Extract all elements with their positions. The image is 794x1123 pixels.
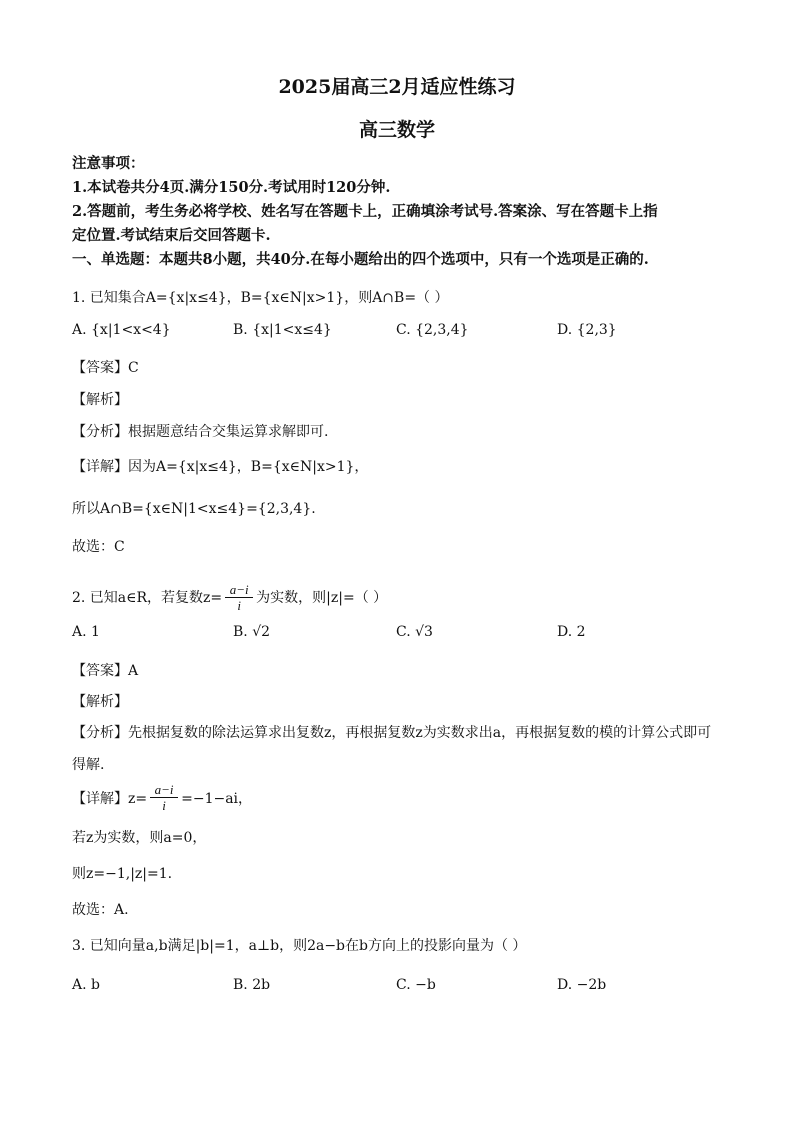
q1-option-d: D. {2,3} [557, 322, 617, 338]
q1-analysis-heading: 【解析】 [72, 392, 128, 408]
q3-option-a: A. b [72, 977, 100, 993]
q2-option-b: B. √2 [233, 624, 271, 640]
q2-option-d: D. 2 [557, 624, 586, 640]
q1-option-a: A. {x|1<x<4} [72, 322, 171, 338]
q2-answer: 【答案】A [72, 663, 139, 679]
q2-fenxi-line-1: 【分析】先根据复数的除法运算求出复数z，再根据复数z为实数求出a，再根据复数的模的计算公式即可 [72, 725, 712, 741]
q1-option-b: B. {x|1<x≤4} [233, 322, 332, 338]
q2-option-a: A. 1 [72, 624, 100, 640]
q3-stem: 3. 已知向量a,b满足|b|=1，a⊥b，则2a−b在b方向上的投影向量为（ ） [72, 938, 527, 954]
q2-detail-numerator: a−i [154, 782, 174, 797]
q2-option-c: C. √3 [396, 624, 433, 640]
q2-fraction-denominator: i [237, 598, 241, 613]
q2-detail-start: 【详解】z= [72, 790, 148, 807]
q2-condition: 若z为实数，则a=0， [72, 830, 207, 846]
q1-fenxi: 【分析】根据题意结合交集运算求解即可. [72, 424, 329, 440]
q1-choice: 故选：C [72, 539, 125, 555]
q2-choice: 故选：A. [72, 902, 129, 918]
q2-detail [72, 782, 252, 813]
q1-option-c: C. {2,3,4} [396, 322, 469, 338]
q2-result: 则z=−1,|z|=1. [72, 866, 173, 882]
q3-option-b: B. 2b [233, 977, 271, 993]
q2-stem-end: 为实数，则|z|=（ ） [256, 589, 388, 606]
q3-option-d: D. −2b [557, 977, 607, 993]
q3-option-c: C. −b [396, 977, 436, 993]
notice-item-1: 1.本试卷共分4页.满分150分.考试用时120分钟. [72, 179, 391, 196]
q2-detail-fraction [150, 782, 178, 813]
q2-fenxi-line-2: 得解. [72, 757, 105, 773]
document-title: 2025届高三2月适应性练习 [278, 76, 516, 98]
q1-stem: 1. 已知集合A={x|x≤4}，B={x∈N|x>1}，则A∩B=（ ） [72, 290, 449, 306]
q2-stem-start: 2. 已知a∈R，若复数z= [72, 589, 223, 606]
section-1-heading: 一、单选题：本题共8小题，共40分.在每小题给出的四个选项中，只有一个选项是正确的. [72, 251, 649, 268]
notice-item-2-line-1: 2.答题前，考生务必将学校、姓名写在答题卡上，正确填涂考试号.答案涂、写在答题卡上指 [72, 203, 658, 220]
q1-answer: 【答案】C [72, 360, 139, 376]
notice-item-2-line-2: 定位置.考试结束后交回答题卡. [72, 227, 271, 244]
notice-heading: 注意事项： [72, 155, 145, 172]
q2-detail-denominator: i [162, 798, 166, 813]
q2-fraction [225, 582, 253, 613]
q2-detail-end: =−1−ai， [181, 790, 253, 807]
q1-so: 所以A∩B={x∈N|1<x≤4}={2,3,4}. [72, 501, 316, 517]
q2-stem [72, 581, 387, 612]
q1-detail: 【详解】因为A={x|x≤4}，B={x∈N|x>1}， [72, 459, 369, 475]
q2-analysis-heading: 【解析】 [72, 694, 128, 710]
document-subtitle: 高三数学 [358, 119, 435, 141]
q2-fraction-numerator: a−i [229, 582, 249, 597]
